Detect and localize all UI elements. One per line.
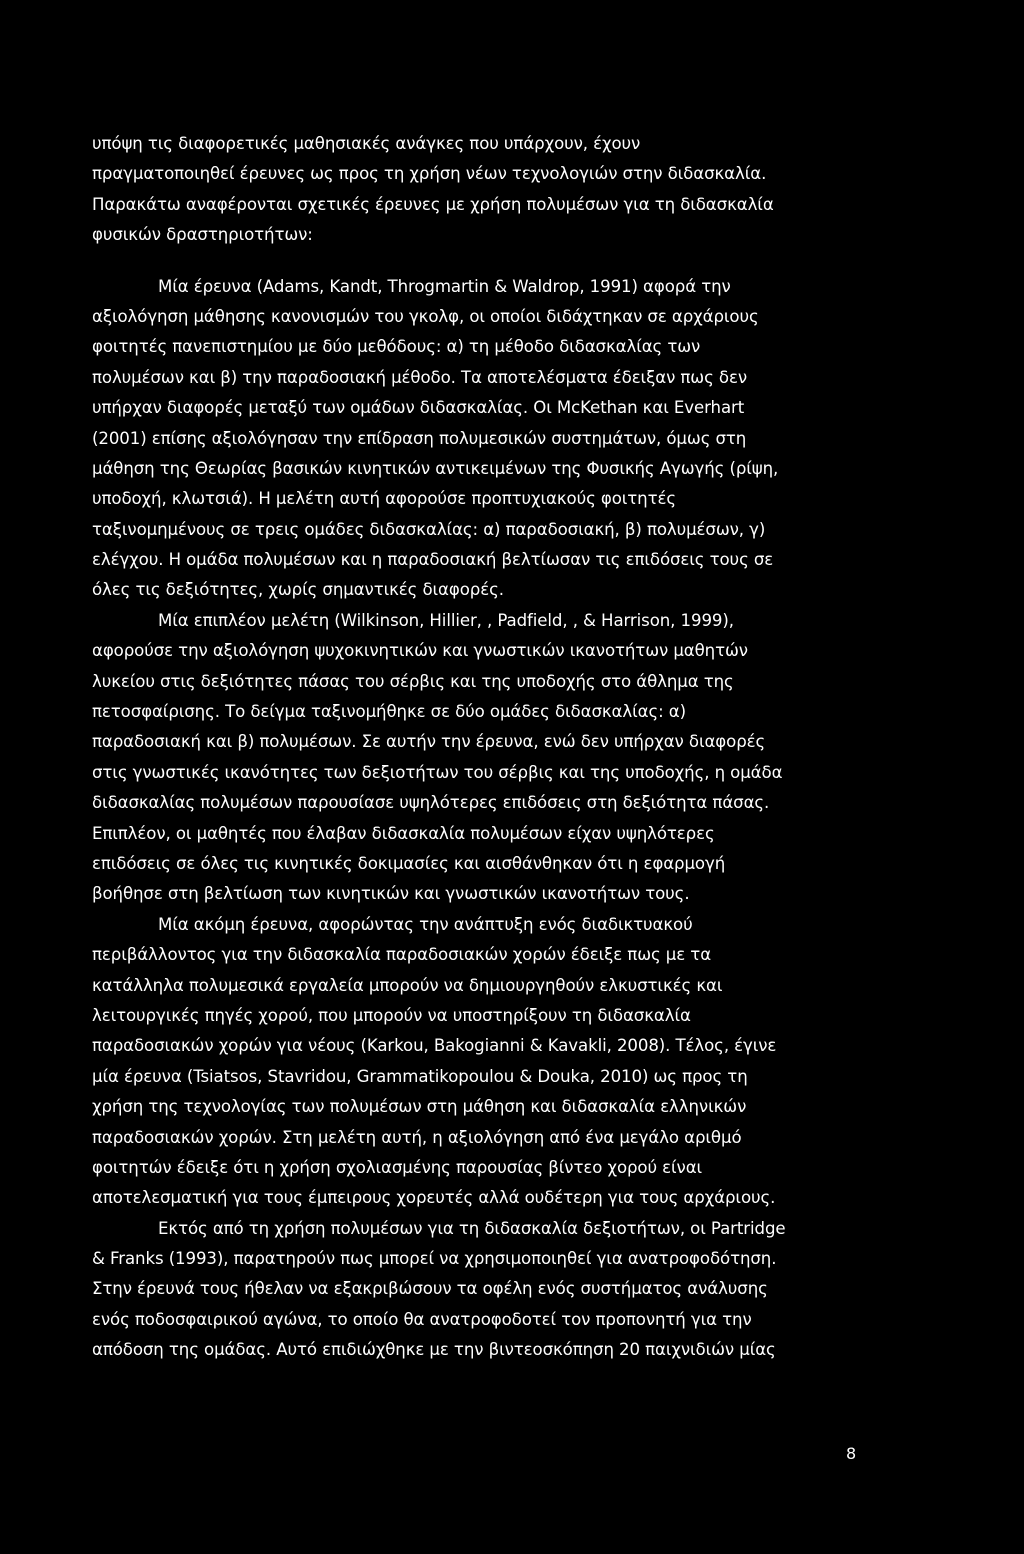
text-line: κατάλληλα πολυμεσικά εργαλεία μπορούν να δημιουργηθούν ελκυστικές και [92,975,723,995]
text-line: πετοσφαίρισης. Το δείγμα ταξινομήθηκε σε δύο ομάδες διδασκαλίας: α) [92,702,686,722]
text-line: απόδοση της ομάδας. Αυτό επιδιώχθηκε με την βιντεοσκόπηση 20 παιχνιδιών μίας [92,1340,776,1360]
text-line: μάθηση της Θεωρίας βασικών κινητικών αντικειμένων της Φυσικής Αγωγής (ρίψη, [92,458,779,478]
text-line: υποδοχή, κλωτσιά). Η μελέτη αυτή αφορούσε προπτυχιακούς φοιτητές [92,489,676,509]
text-line: Μία έρευνα (Adams, Kandt, Throgmartin & Waldrop, 1991) αφορά την [158,276,731,296]
text-line: & Franks (1993), παρατηρούν πως μπορεί να χρησιμοποιηθεί για ανατροφοδότηση. [92,1249,777,1269]
body-text [92,129,952,1366]
text-line: φοιτητών έδειξε ότι η χρήση σχολιασμένης παρουσίας βίντεο χορού είναι [92,1157,703,1177]
text-line: ενός ποδοσφαιρικού αγώνα, το οποίο θα ανατροφοδοτεί τον προπονητή για την [92,1309,752,1329]
page-number: 8 [846,1444,857,1463]
text-line: Εκτός από τη χρήση πολυμέσων για τη διδασκαλία δεξιοτήτων, οι Partridge [158,1218,786,1238]
text-line: (2001) επίσης αξιολόγησαν την επίδραση πολυμεσικών συστημάτων, όμως στη [92,428,747,448]
text-line: όλες τις δεξιότητες, χωρίς σημαντικές διαφορές. [92,580,504,600]
text-line: μία έρευνα (Tsiatsos, Stavridou, Grammatikopoulou & Douka, 2010) ως προς τη [92,1066,748,1086]
text-line: παραδοσιακών χορών για νέους (Karkou, Bakogianni & Kavakli, 2008). Τέλος, έγινε [92,1036,777,1056]
text-line: υπόψη τις διαφορετικές μαθησιακές ανάγκες που υπάρχουν, έχουν [92,134,641,153]
paragraph-gap [92,251,952,272]
text-line: ταξινομημένους σε τρεις ομάδες διδασκαλίας: α) παραδοσιακή, β) πολυμέσων, γ) [92,519,766,539]
text-line: επιδόσεις σε όλες τις κινητικές δοκιμασίες και αισθάνθηκαν ότι η εφαρμογή [92,853,726,873]
text-line: πραγματοποιηθεί έρευνες ως προς τη χρήση νέων τεχνολογιών στην διδασκαλία. [92,164,767,184]
text-line: φοιτητές πανεπιστημίου με δύο μεθόδους: α) τη μέθοδο διδασκαλίας των [92,337,701,357]
text-line: λειτουργικές πηγές χορού, που μπορούν να υποστηρίξουν τη διδασκαλία [92,1005,691,1025]
text-line: Μία επιπλέον μελέτη (Wilkinson, Hillier, , Padfield, , & Harrison, 1999), [158,610,734,630]
text-line: χρήση της τεχνολογίας των πολυμέσων στη μάθηση και διδασκαλία ελληνικών [92,1097,747,1117]
text-line: παραδοσιακή και β) πολυμέσων. Σε αυτήν την έρευνα, ενώ δεν υπήρχαν διαφορές [92,732,766,752]
text-line: Παρακάτω αναφέρονται σχετικές έρευνες με χρήση πολυμέσων για τη διδασκαλία [92,194,774,214]
text-line: αποτελεσματική για τους έμπειρους χορευτές αλλά ουδέτερη για τους αρχάριους. [92,1188,776,1208]
text-line: Μία ακόμη έρευνα, αφορώντας την ανάπτυξη ενός διαδικτυακού [158,914,693,934]
text-line: αξιολόγηση μάθησης κανονισμών του γκολφ, οι οποίοι διδάχτηκαν σε αρχάριους [92,306,759,326]
text-line: βοήθησε στη βελτίωση των κινητικών και γνωστικών ικανοτήτων τους. [92,884,690,904]
text-line: Στην έρευνά τους ήθελαν να εξακριβώσουν τα οφέλη ενός συστήματος ανάλυσης [92,1279,768,1299]
text-line: φυσικών δραστηριοτήτων: [92,225,313,245]
text-line: ελέγχου. Η ομάδα πολυμέσων και η παραδοσιακή βελτίωσαν τις επιδόσεις τους σε [92,550,774,570]
text-line: στις γνωστικές ικανότητες των δεξιοτήτων του σέρβις και της υποδοχής, η ομάδα [92,762,783,782]
text-line: πολυμέσων και β) την παραδοσιακή μέθοδο. Τα αποτελέσματα έδειξαν πως δεν [92,367,748,387]
text-line: λυκείου στις δεξιότητες πάσας του σέρβις και της υποδοχής στο άθλημα της [92,671,734,691]
text-line: Επιπλέον, οι μαθητές που έλαβαν διδασκαλία πολυμέσων είχαν υψηλότερες [92,823,715,843]
text-line: περιβάλλοντος για την διδασκαλία παραδοσιακών χορών έδειξε πως με τα [92,945,712,965]
text-line: παραδοσιακών χορών. Στη μελέτη αυτή, η αξιολόγηση από ένα μεγάλο αριθμό [92,1127,742,1147]
text-line: αφορούσε την αξιολόγηση ψυχοκινητικών και γνωστικών ικανοτήτων μαθητών [92,641,748,661]
text-line: υπήρχαν διαφορές μεταξύ των ομάδων διδασκαλίας. Οι McKethan και Everhart [92,398,745,418]
text-line: διδασκαλίας πολυμέσων παρουσίασε υψηλότερες επιδόσεις στη δεξιότητα πάσας. [92,793,770,813]
